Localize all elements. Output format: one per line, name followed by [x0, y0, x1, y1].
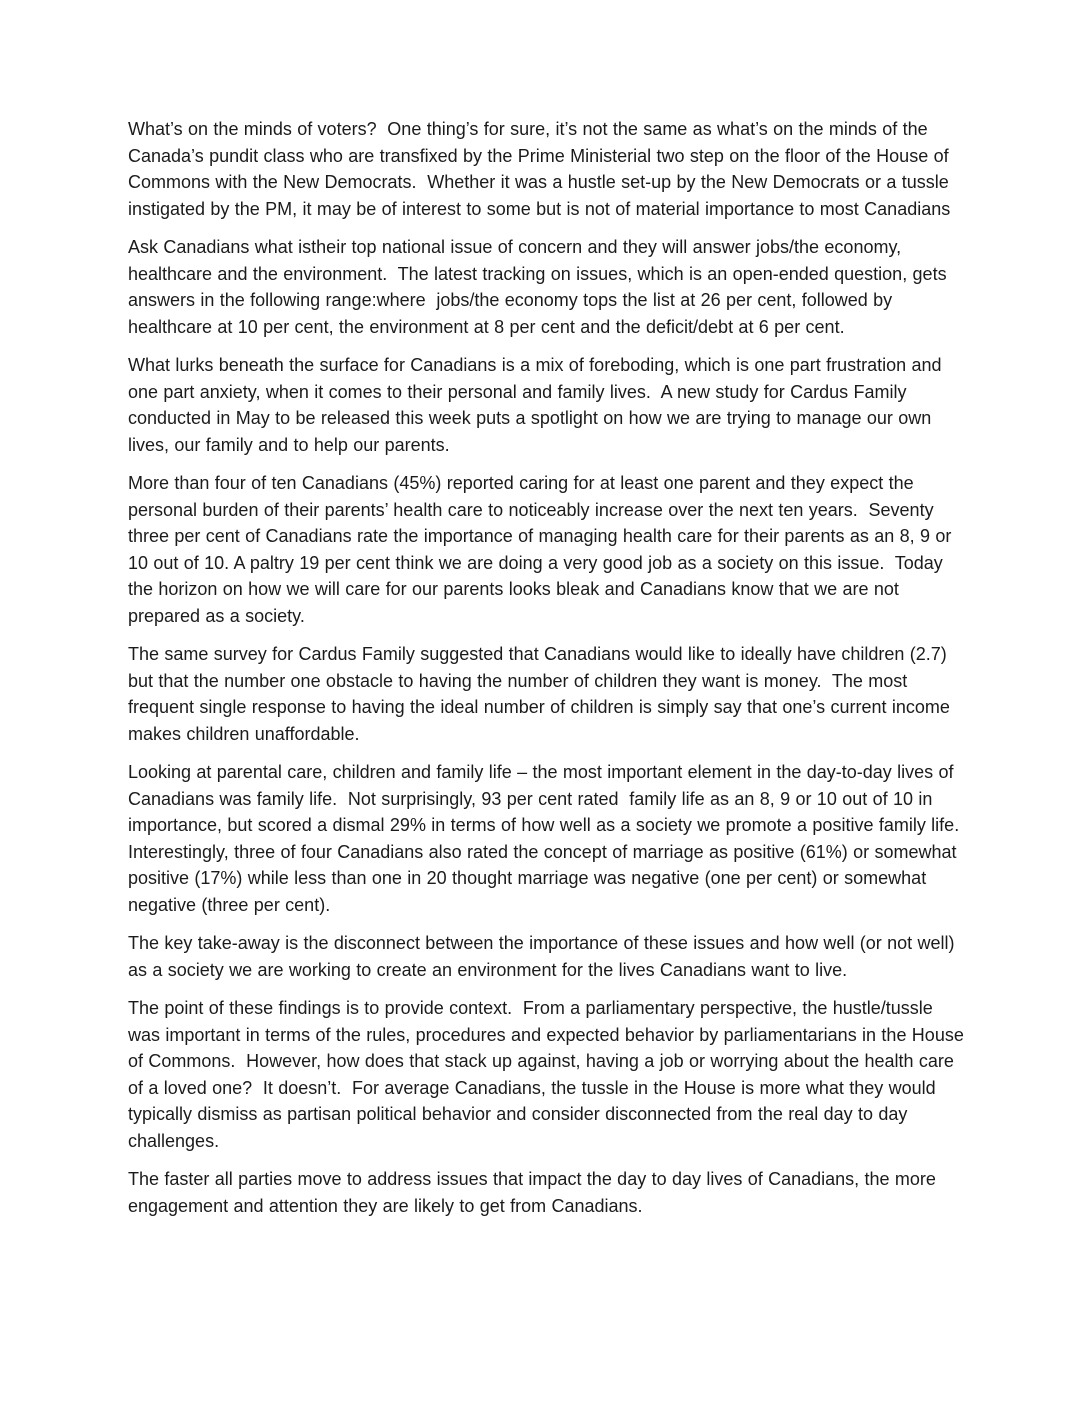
paragraph: Looking at parental care, children and family life – the most important element in the day-to-day lives of Canadians was family life. Not surprisingly, 93 per cent rated family life as an 8, 9 or 10 out of 10 in importance, but scored a dismal 29% in terms of how well as a society we promote a positive family life. Interestingly, three of four Canadians also rated the concept of marriage as positive (61%) or somewhat positive (17%) while less than one in 20 thought marriage was negative (one per cent) or somewhat negative (three per cent). — [128, 762, 970, 915]
paragraph: What lurks beneath the surface for Canadians is a mix of foreboding, which is one part frustration and one part anxiety, when it comes to their personal and family lives. A new study for Cardus Family conducted in May to be released this week puts a spotlight on how we are trying to manage our own lives, our family and to help our parents. — [128, 355, 947, 455]
paragraph: The point of these findings is to provide context. From a parliamentary perspective, the hustle/tussle was important in terms of the rules, procedures and expected behavior by parliamentarians in the House of Commons. However, how does that stack up against, having a job or worrying about the health care of a loved one? It doesn’t. For average Canadians, the tussle in the House is more what they would typically dismiss as partisan political behavior and consider disconnected from the real day to day challenges. — [128, 998, 970, 1151]
paragraph: The same survey for Cardus Family suggested that Canadians would like to ideally have children (2.7) but that the number one obstacle to having the number of children they want is money. The most frequent single response to having the ideal number of children is simply say that one’s current income makes children unaffordable. — [128, 644, 956, 744]
paragraph: The key take-away is the disconnect between the importance of these issues and how well (or not well) as a society we are working to create an environment for the lives Canadians want to live. — [128, 933, 960, 980]
paragraph: What’s on the minds of voters? One thing’s for sure, it’s not the same as what’s on the minds of the Canada’s pundit class who are transfixed by the Prime Ministerial two step on the floor of the House of Commons with the New Democrats. Whether it was a hustle set-up by the New Democrats or a tussle instigated by the PM, it may be of interest to some but is not of material importance to most Canadians — [128, 119, 955, 219]
paragraph: More than four of ten Canadians (45%) reported caring for at least one parent and they expect the personal burden of their parents’ health care to noticeably increase over the next ten years. Seventy three per cent of Canadians rate the importance of managing health care for their parents as an 8, 9 or 10 out of 10. A paltry 19 per cent think we are doing a very good job as a society on this issue. Today the horizon on how we will care for our parents looks bleak and Canadians know that we are not prepared as a society. — [128, 473, 957, 626]
paragraph: The faster all parties move to address issues that impact the day to day lives of Canadians, the more engagement and attention they are likely to get from Canadians. — [128, 1169, 942, 1216]
paragraph: Ask Canadians what istheir top national issue of concern and they will answer jobs/the economy, healthcare and the environment. The latest tracking on issues, which is an open-ended question, gets answers in the following range:where jobs/the economy tops the list at 26 per cent, followed by healthcare at 10 per cent, the environment at 8 per cent and the deficit/debt at 6 per cent. — [128, 237, 952, 337]
